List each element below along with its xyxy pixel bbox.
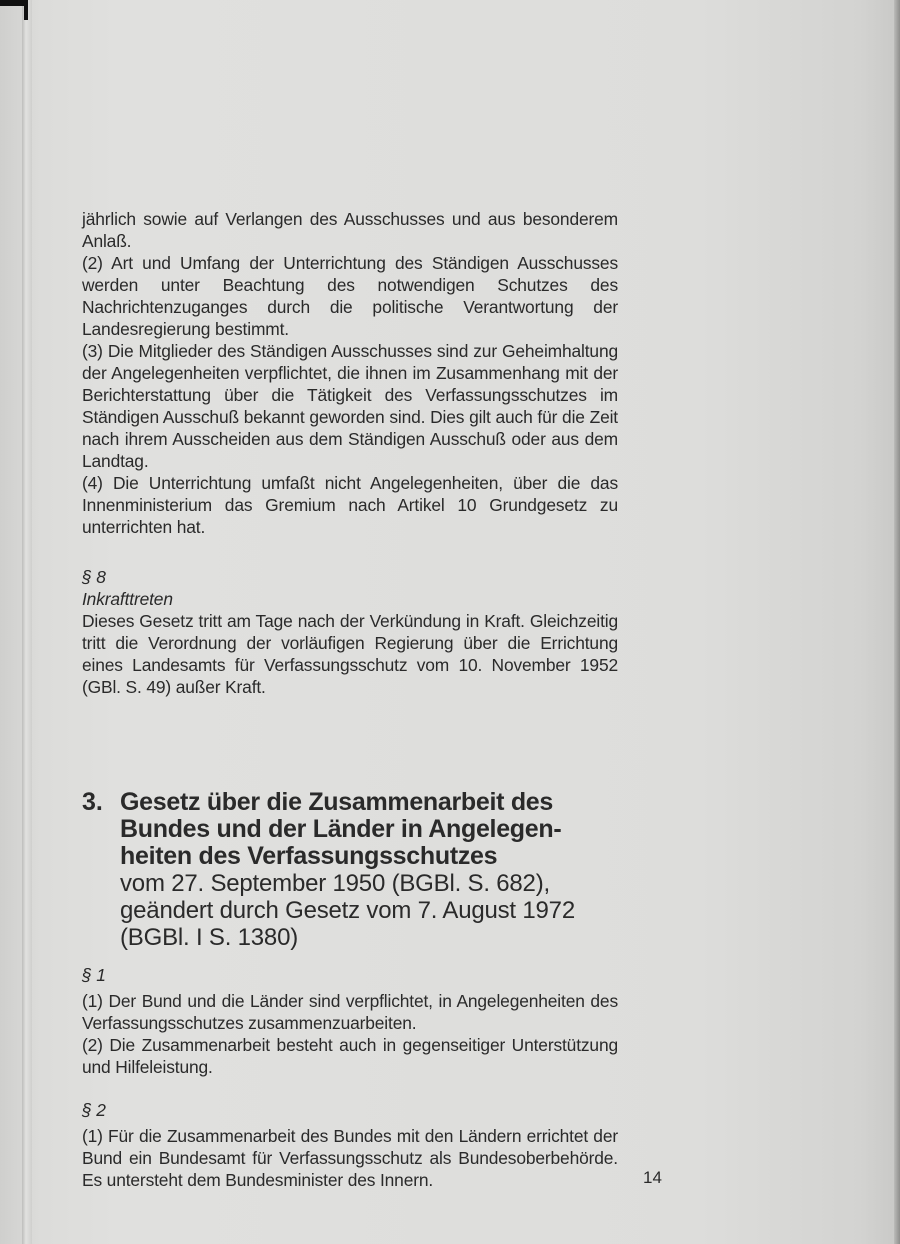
page-number: 14 [643, 1168, 662, 1187]
section-2 [82, 1099, 618, 1191]
law-number: 3. [82, 788, 103, 816]
section-8-number: § 8 [82, 567, 106, 587]
paragraph-3: (3) Die Mitglieder des Ständigen Ausschusses sind zur Geheimhaltung der Angelegenheiten verpflichtet, die ihnen im Zusammenhang mit der Berichterstattung über die Tätigkeit des Verfassungsschutzes im Ständigen Ausschuß bekannt geworden sind. Dies gilt auch für die Zeit nach ihrem Ausscheiden aus dem Ständigen Ausschuß oder aus dem Landtag. [82, 341, 618, 471]
law-title-line-3: heiten des Verfassungsschutzes [120, 842, 498, 870]
intro-paragraph: jährlich sowie auf Verlangen des Ausschusses und aus besonderem Anlaß. [82, 209, 618, 251]
binding-edge [22, 0, 32, 1244]
law-title-line-2: Bundes und der Länder in Angelegen- [120, 815, 562, 843]
section-8 [82, 566, 618, 698]
paragraph-2: (2) Art und Umfang der Unterrichtung des Ständigen Ausschusses werden unter Beachtung des notwendigen Schutzes des Nachrichtenzuganges durch die politische Verantwortung der Landesregierung bestimmt. [82, 253, 618, 339]
section-2-number: § 2 [82, 1100, 106, 1120]
law-subtitle-line-3: (BGBl. I S. 1380) [120, 924, 299, 951]
section-2-paragraph-1: (1) Für die Zusammenarbeit des Bundes mit den Ländern errichtet der Bund ein Bundesamt für Verfassungsschutz als Bundesoberbehörde. Es untersteht dem Bundesminister des Innern. [82, 1126, 618, 1190]
law-heading [82, 789, 622, 951]
page-right-edge [894, 0, 900, 1244]
corner-mark [0, 0, 28, 20]
paragraph-4: (4) Die Unterrichtung umfaßt nicht Angelegenheiten, über die das Innenministerium das Gremium nach Artikel 10 Grundgesetz zu unterrichten hat. [82, 473, 618, 537]
law-title-line-1: Gesetz über die Zusammenarbeit des [120, 788, 554, 816]
section-8-text: Dieses Gesetz tritt am Tage nach der Verkündung in Kraft. Gleichzeitig tritt die Verordnung der vorläufigen Regierung über die Errichtung eines Landesamts für Verfassungsschutz vom 10. November 1952 (GBl. S. 49) außer Kraft. [82, 611, 618, 697]
section-1-paragraph-1: (1) Der Bund und die Länder sind verpflichtet, in Angelegenheiten des Verfassungsschutzes zusammenzuarbeiten. [82, 991, 618, 1033]
section-1-number: § 1 [82, 965, 106, 985]
paragraph-block-1 [82, 208, 618, 538]
law-subtitle-line-2: geändert durch Gesetz vom 7. August 1972 [120, 897, 575, 924]
section-8-title: Inkrafttreten [82, 589, 173, 609]
section-1-paragraph-2: (2) Die Zusammenarbeit besteht auch in gegenseitiger Unterstützung und Hilfeleistung. [82, 1035, 618, 1077]
section-1 [82, 964, 618, 1078]
law-subtitle-line-1: vom 27. September 1950 (BGBl. S. 682), [120, 870, 550, 897]
